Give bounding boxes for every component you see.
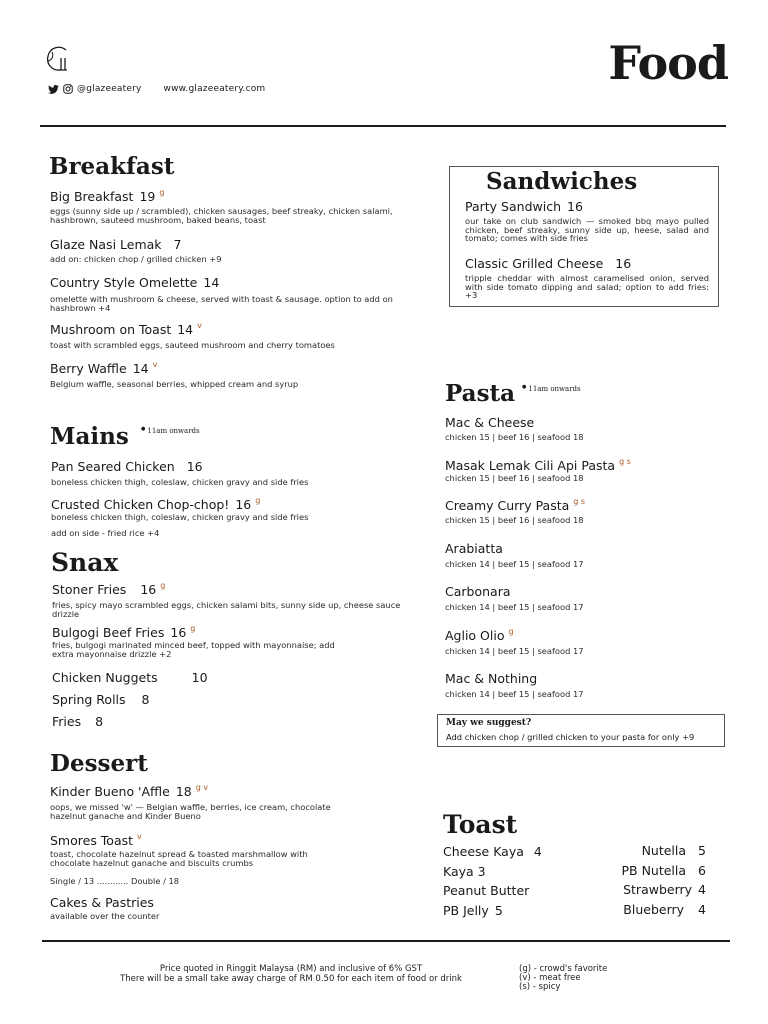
dessert-item: [50, 783, 350, 820]
item-prices: chicken 15 | beef 16 | seafood 18: [445, 515, 584, 525]
footer-divider: [42, 940, 730, 942]
mains-item: [51, 459, 417, 487]
dessert-item: [50, 895, 350, 921]
item-tags: v: [197, 321, 202, 330]
item-name: Strawberry: [623, 882, 693, 897]
item-name: Nutella: [641, 843, 687, 858]
toast-item: [443, 903, 542, 923]
item-desc: omelette with mushroom & cheese, served with toast & sausage. option to add on hashbrown +4: [50, 294, 393, 313]
item-price: 14: [132, 361, 149, 376]
item-desc: tripple cheddar with almost caramelised onion, served with side tomato dipping and salad; option to add fries: +3: [465, 273, 709, 301]
item-name: Smores Toast: [50, 833, 134, 848]
pasta-time-note: ● 11am onwards: [522, 384, 581, 393]
item-name: Creamy Curry Pasta: [445, 498, 570, 513]
dessert-item: [50, 832, 350, 886]
suggestion-box: [437, 714, 725, 747]
item-name: Stoner Fries: [52, 582, 127, 597]
item-name: Arabiatta: [445, 541, 503, 556]
item-price: 16: [140, 582, 157, 597]
pasta-item: [445, 457, 631, 483]
item-name: PB Nutella: [621, 862, 687, 878]
item-name: Blueberry: [623, 901, 685, 917]
item-tags: g: [508, 627, 514, 636]
breakfast-item: [50, 275, 416, 312]
item-desc: fries, bulgogi marinated minced beef, topped with mayonnaise; add extra mayonnaise drizzle +2: [52, 640, 335, 659]
sandwich-item: [465, 256, 709, 300]
tag-legend: [519, 965, 607, 992]
item-desc: eggs (sunny side up / scrambled), chicken sausages, beef streaky, chicken salami, hashbrown, sauteed mushroom, baked beans, toast: [50, 206, 393, 225]
takeaway-note: There will be a small take away charge of RM 0.50 for each item of food or drink: [120, 973, 462, 984]
legend-item: (s) - spicy: [519, 982, 561, 992]
item-name: Kaya 3: [443, 863, 486, 879]
item-name: Cakes & Pastries: [50, 895, 154, 910]
item-name: Mushroom on Toast: [50, 322, 172, 337]
item-price: 7: [173, 237, 182, 252]
sandwiches-heading: Sandwiches: [486, 168, 638, 195]
item-name: Pan Seared Chicken: [51, 459, 175, 474]
item-price: 16: [615, 256, 632, 271]
item-desc: our take on club sandwich — smoked bbq mayo pulled chicken, beef streaky, sunny side up, heese, salad and tomato; comes with side fries: [465, 216, 709, 244]
snax-item: [52, 670, 208, 685]
item-name: PB Jelly: [443, 902, 489, 918]
item-desc: oops, we missed 'w' — Belgian waffle, berries, ice cream, chocolate hazelnut ganache and Kinder Bueno: [50, 802, 331, 821]
toast-item: [443, 844, 542, 864]
pasta-item: [445, 584, 584, 612]
toast-heading: Toast: [443, 810, 518, 839]
toast-item: [621, 882, 706, 902]
item-name: Carbonara: [445, 584, 511, 599]
breakfast-item: [50, 188, 416, 224]
item-name: Big Breakfast: [50, 189, 134, 204]
pasta-item: [445, 671, 584, 699]
item-price: 14: [177, 322, 194, 337]
item-name: Chicken Nuggets: [52, 670, 158, 685]
pasta-item: [445, 541, 584, 569]
item-desc: Belgium waffle, seasonal berries, whipped cream and syrup: [50, 379, 299, 389]
item-name: Crusted Chicken Chop-chop!: [51, 497, 230, 512]
item-name: Classic Grilled Cheese: [465, 256, 604, 271]
item-name: Berry Waffle: [50, 361, 127, 376]
snax-item: [52, 624, 352, 658]
item-price: 8: [141, 692, 150, 707]
item-price: 5: [698, 843, 706, 858]
item-desc: add on: chicken chop / grilled chicken +9: [50, 254, 222, 264]
toast-right-list: [621, 843, 706, 921]
item-name: Cheese Kaya: [443, 844, 524, 859]
item-tags: g: [159, 188, 165, 197]
item-desc: boneless chicken thigh, coleslaw, chicken gravy and side fries: [51, 477, 309, 487]
item-price: 8: [95, 714, 104, 729]
pasta-item: [445, 627, 584, 656]
item-tags: g: [255, 496, 261, 505]
item-price: 4: [533, 844, 542, 859]
item-prices: chicken 14 | beef 15 | seafood 17: [445, 689, 584, 699]
item-price: 10: [191, 670, 208, 685]
item-price: 5: [494, 902, 503, 918]
item-price: 4: [698, 882, 706, 897]
pasta-item: [445, 497, 585, 525]
item-prices: chicken 14 | beef 15 | seafood 17: [445, 602, 584, 612]
header-divider: [40, 125, 726, 127]
item-name: Spring Rolls: [52, 692, 126, 707]
pasta-item: [445, 415, 584, 442]
social-handle[interactable]: @glazeeatery: [77, 84, 142, 94]
legend-item: (v) - meat free: [519, 973, 581, 983]
item-price: 14: [203, 275, 220, 290]
item-extra: Single / 13 ............ Double / 18: [50, 876, 180, 887]
item-prices: chicken 14 | beef 15 | seafood 17: [445, 559, 584, 569]
dessert-heading: Dessert: [50, 750, 148, 777]
item-name: Masak Lemak Cili Api Pasta: [445, 458, 616, 473]
item-prices: chicken 14 | beef 15 | seafood 17: [445, 646, 584, 656]
item-extra: add on side - fried rice +4: [51, 527, 160, 538]
item-name: Aglio Olio: [445, 628, 505, 643]
pasta-heading: Pasta: [445, 380, 516, 407]
item-price: 4: [698, 901, 706, 917]
snax-item: [52, 581, 418, 618]
mains-heading: Mains: [50, 423, 129, 450]
item-price: 16: [170, 625, 187, 640]
item-tags: v: [152, 360, 158, 369]
snax-item: [52, 692, 150, 707]
toast-item: [443, 883, 542, 903]
item-price: 16: [235, 497, 252, 512]
item-tags: g s: [573, 497, 586, 506]
item-desc: boneless chicken thigh, coleslaw, chicken gravy and side fries: [51, 512, 309, 522]
breakfast-item: [50, 237, 416, 264]
toast-left-list: [443, 844, 542, 922]
snax-heading: Snax: [51, 548, 119, 577]
item-tags: g: [160, 581, 166, 590]
snax-item: [52, 714, 103, 729]
item-desc: fries, spicy mayo scrambled eggs, chicken salami bits, sunny side up, cheese sauce drizzle: [52, 600, 401, 619]
website-link[interactable]: www.glazeeatery.com: [163, 84, 266, 94]
item-price: 16: [567, 199, 583, 214]
toast-item: [621, 902, 706, 922]
suggestion-text: Add chicken chop / grilled chicken to your pasta for only +9: [446, 732, 695, 742]
item-price: 6: [698, 862, 706, 878]
page-title: Food: [608, 36, 728, 90]
breakfast-item: [50, 360, 416, 389]
item-name: Bulgogi Beef Fries: [52, 625, 165, 640]
item-prices: chicken 15 | beef 16 | seafood 18: [445, 432, 584, 442]
item-name: Glaze Nasi Lemak: [50, 237, 162, 252]
item-prices: chicken 15 | beef 16 | seafood 18: [445, 473, 584, 483]
item-name: Party Sandwich: [465, 199, 561, 214]
price-note: Price quoted in Ringgit Malaysa (RM) and inclusive of 6% GST: [159, 964, 423, 974]
toast-item: [443, 864, 542, 884]
item-price: 16: [186, 459, 203, 474]
social-links: [48, 84, 265, 94]
sandwich-item: [465, 199, 709, 243]
toast-item: [621, 843, 706, 863]
item-desc: toast with scrambled eggs, sauteed mushroom and cherry tomatoes: [50, 340, 335, 350]
item-tags: v: [137, 832, 142, 841]
item-tags: g: [190, 624, 196, 633]
glaze-logo: [44, 44, 74, 74]
item-price: 18: [175, 784, 192, 799]
item-desc: available over the counter: [50, 911, 160, 921]
item-desc: toast, chocolate hazelnut spread & toasted marshmallow with chocolate hazelnut ganache and biscuits crumbs: [50, 849, 308, 868]
breakfast-item: [50, 321, 416, 350]
suggestion-title: May we suggest?: [446, 718, 532, 728]
item-name: Peanut Butter: [443, 883, 530, 898]
item-tags: g s: [619, 457, 631, 466]
item-tags: g v: [195, 783, 209, 792]
twitter-icon[interactable]: [48, 85, 59, 94]
item-price: 19: [139, 189, 156, 204]
mains-time-note: ● 11am onwards: [141, 426, 200, 435]
item-name: Country Style Omelette: [50, 275, 198, 290]
item-name: Fries: [52, 714, 82, 729]
instagram-icon[interactable]: [63, 84, 73, 94]
item-name: Kinder Bueno 'Affle: [50, 784, 170, 799]
footer-notes: [96, 965, 486, 984]
legend-item: (g) - crowd's favorite: [519, 964, 608, 974]
item-name: Mac & Nothing: [445, 671, 538, 686]
item-name: Mac & Cheese: [445, 415, 535, 430]
breakfast-heading: Breakfast: [49, 153, 175, 180]
toast-item: [621, 863, 706, 883]
mains-item: [51, 496, 417, 538]
